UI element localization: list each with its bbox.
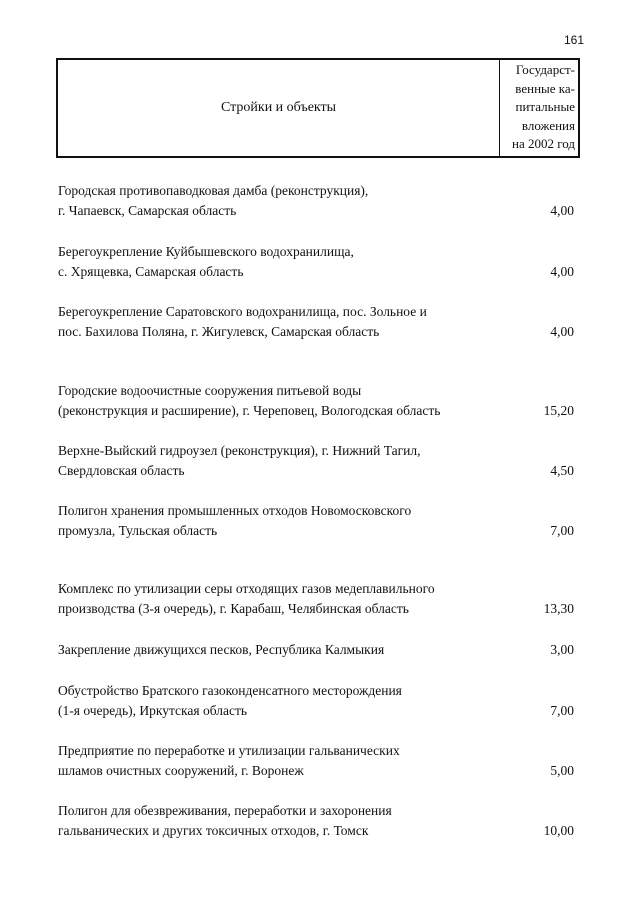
row-description-line: Закрепление движущихся песков, Республика Калмыкия bbox=[58, 642, 385, 657]
header-col2-line: питальные bbox=[515, 99, 575, 114]
row-description bbox=[58, 441, 578, 481]
header-investment-column bbox=[500, 60, 578, 156]
row-description bbox=[58, 640, 578, 660]
row-value: 4,00 bbox=[550, 264, 574, 279]
row-value: 4,00 bbox=[550, 324, 574, 339]
table-row bbox=[58, 381, 578, 421]
row-description bbox=[58, 801, 578, 841]
row-description bbox=[58, 741, 578, 781]
row-description-line: г. Чапаевск, Самарская область bbox=[58, 203, 237, 218]
table-row bbox=[58, 501, 578, 541]
table-header bbox=[56, 58, 580, 158]
row-description-line: Верхне-Выйский гидроузел (реконструкция), г. Нижний Тагил, bbox=[58, 443, 421, 458]
table-row bbox=[58, 640, 578, 660]
row-description-line: пос. Бахилова Поляна, г. Жигулевск, Самарская область bbox=[58, 324, 380, 339]
row-description-line: с. Хрящевка, Самарская область bbox=[58, 264, 244, 279]
row-value: 4,00 bbox=[550, 203, 574, 218]
row-description bbox=[58, 681, 578, 721]
row-description-line: Свердловская область bbox=[58, 463, 185, 478]
header-col2-line: вложения bbox=[521, 117, 575, 133]
page-number: 161 bbox=[563, 33, 584, 47]
row-description bbox=[58, 302, 578, 342]
table-row bbox=[58, 681, 578, 721]
row-description bbox=[58, 579, 578, 619]
table-row bbox=[58, 181, 578, 221]
row-description bbox=[58, 501, 578, 541]
row-value: 3,00 bbox=[550, 642, 574, 657]
row-value: 13,30 bbox=[543, 601, 574, 616]
row-description-line: Обустройство Братского газоконденсатного месторождения bbox=[58, 683, 402, 698]
header-objects-column: Стройки и объекты bbox=[58, 60, 500, 156]
row-description-line: Полигон хранения промышленных отходов Новомосковского bbox=[58, 503, 412, 518]
table-row bbox=[58, 801, 578, 841]
row-description bbox=[58, 381, 578, 421]
row-value: 4,50 bbox=[550, 463, 574, 478]
row-description bbox=[58, 242, 578, 282]
row-description-line: производства (3-я очередь), г. Карабаш, Челябинская область bbox=[58, 601, 409, 616]
row-description-line: (1-я очередь), Иркутская область bbox=[58, 703, 248, 718]
table-row bbox=[58, 302, 578, 342]
row-value: 7,00 bbox=[550, 523, 574, 538]
row-description-line: гальванических и других токсичных отходов, г. Томск bbox=[58, 823, 369, 838]
header-col2-line: на 2002 год bbox=[512, 136, 575, 151]
row-description-line: промузла, Тульская область bbox=[58, 523, 218, 538]
row-description-line: Полигон для обезвреживания, переработки и захоронения bbox=[58, 803, 392, 818]
row-description-line: Предприятие по переработке и утилизации гальванических bbox=[58, 743, 400, 758]
row-description-line: Берегоукрепление Куйбышевского водохранилища, bbox=[58, 244, 354, 259]
row-value: 7,00 bbox=[550, 703, 574, 718]
row-description-line: Городская противопаводковая дамба (реконструкция), bbox=[58, 183, 369, 198]
table-row bbox=[58, 741, 578, 781]
header-col2-line: венные ка- bbox=[515, 80, 575, 96]
row-description-line: Городские водоочистные сооружения питьевой воды bbox=[58, 383, 362, 398]
row-value: 15,20 bbox=[543, 403, 574, 418]
table-row bbox=[58, 441, 578, 481]
row-description bbox=[58, 181, 578, 221]
row-description-line: Комплекс по утилизации серы отходящих газов медеплавильного bbox=[58, 581, 435, 596]
header-col2-line: Государст- bbox=[515, 62, 575, 77]
table-row bbox=[58, 579, 578, 619]
row-value: 5,00 bbox=[550, 763, 574, 778]
row-description-line: (реконструкция и расширение), г. Череповец, Вологодская область bbox=[58, 403, 441, 418]
table-row bbox=[58, 242, 578, 282]
row-description-line: Берегоукрепление Саратовского водохранилища, пос. Зольное и bbox=[58, 304, 427, 319]
row-description-line: шламов очистных сооружений, г. Воронеж bbox=[58, 763, 304, 778]
row-value: 10,00 bbox=[543, 823, 574, 838]
